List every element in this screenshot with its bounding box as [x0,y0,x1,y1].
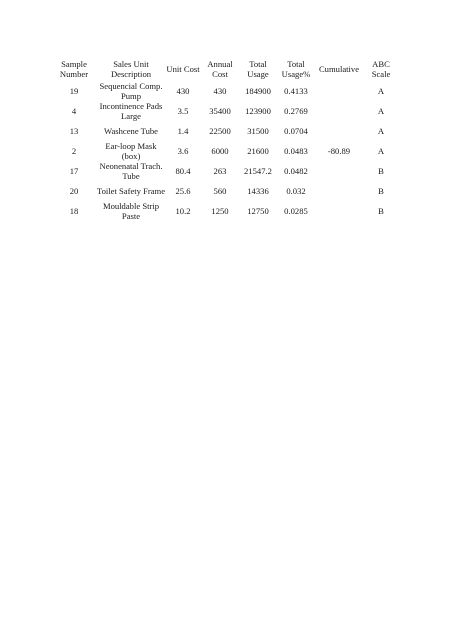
cell-cumulative [316,101,362,121]
cell-cumulative [316,81,362,101]
cell-abc-scale: B [378,206,384,216]
cell-total-usage-percent: 0.0285 [284,206,308,216]
header-abc-scale: ABC Scale [371,59,391,79]
cell-total-usage-percent: 0.0482 [284,166,308,176]
cell-sample-number: 20 [69,186,79,196]
cell-total-usage: 21600 [247,146,269,156]
cell-abc-scale: A [377,126,385,136]
cell-annual-cost: 22500 [209,126,231,136]
cell-cumulative: -80.89 [327,146,351,156]
cell-total-usage-percent: 0.0704 [284,126,308,136]
cell-sample-number: 18 [69,206,79,216]
cell-description: Washcene Tube [104,126,158,136]
cell-abc-scale: B [378,186,384,196]
cell-unit-cost: 3.6 [177,146,189,156]
header-cumulative: Cumulative [318,64,360,74]
cell-abc-scale: A [377,86,385,96]
cell-sample-number: 4 [71,106,77,116]
table-row [52,81,400,101]
cell-description: Toilet Safety Frame [96,186,166,196]
cell-total-usage-percent: 0.4133 [284,86,308,96]
header-row [52,57,400,81]
cell-description: Incontinence Pads Large [99,101,163,121]
cell-unit-cost: 430 [176,86,190,96]
header-sales-unit-description: Sales Unit Description [110,59,152,79]
cell-annual-cost: 560 [213,186,227,196]
cell-cumulative [316,181,362,201]
table-row [52,181,400,201]
cell-unit-cost: 80.4 [175,166,191,176]
header-total-usage: Total Usage [247,59,269,79]
table-body [52,81,400,221]
cell-total-usage-percent: 0.0483 [284,146,308,156]
cell-sample-number: 2 [71,146,77,156]
cell-unit-cost: 1.4 [177,126,189,136]
cell-total-usage-percent: 0.2769 [284,106,308,116]
cell-description: Neonenatal Trach. Tube [99,161,163,181]
cell-total-usage: 184900 [245,86,271,96]
cell-annual-cost: 1250 [211,206,229,216]
table-row [52,161,400,181]
cell-abc-scale: A [377,106,385,116]
cell-description: Mouldable Strip Paste [102,201,160,221]
cell-cumulative [316,201,362,221]
cell-cumulative [316,121,362,141]
cell-total-usage-percent: 0.032 [286,186,306,196]
cell-annual-cost: 35400 [209,106,231,116]
cell-abc-scale: A [377,146,385,156]
cell-unit-cost: 10.2 [175,206,191,216]
cell-unit-cost: 3.5 [177,106,189,116]
cell-description: Sequencial Comp. Pump [99,81,163,101]
cell-sample-number: 19 [69,86,79,96]
cell-description: Ear-loop Mask (box) [105,141,157,161]
header-sample-number: Sample Number [59,59,89,79]
cell-sample-number: 17 [69,166,79,176]
cell-total-usage: 21547.2 [244,166,272,176]
table-header [52,57,400,81]
header-unit-cost: Unit Cost [166,64,200,74]
cell-annual-cost: 263 [213,166,227,176]
cell-unit-cost: 25.6 [175,186,191,196]
cell-total-usage: 14336 [247,186,269,196]
table-row [52,141,400,161]
table-row [52,101,400,121]
table-row [52,201,400,221]
cell-total-usage: 123900 [245,106,271,116]
table-row [52,121,400,141]
header-total-usage-percent: Total Usage% [281,59,311,79]
cell-annual-cost: 6000 [211,146,229,156]
cell-total-usage: 12750 [247,206,269,216]
abc-analysis-table [52,57,400,221]
cell-sample-number: 13 [69,126,79,136]
cell-annual-cost: 430 [213,86,227,96]
cell-cumulative [316,161,362,181]
cell-abc-scale: B [378,166,384,176]
cell-total-usage: 31500 [247,126,269,136]
header-annual-cost: Annual Cost [207,59,233,79]
